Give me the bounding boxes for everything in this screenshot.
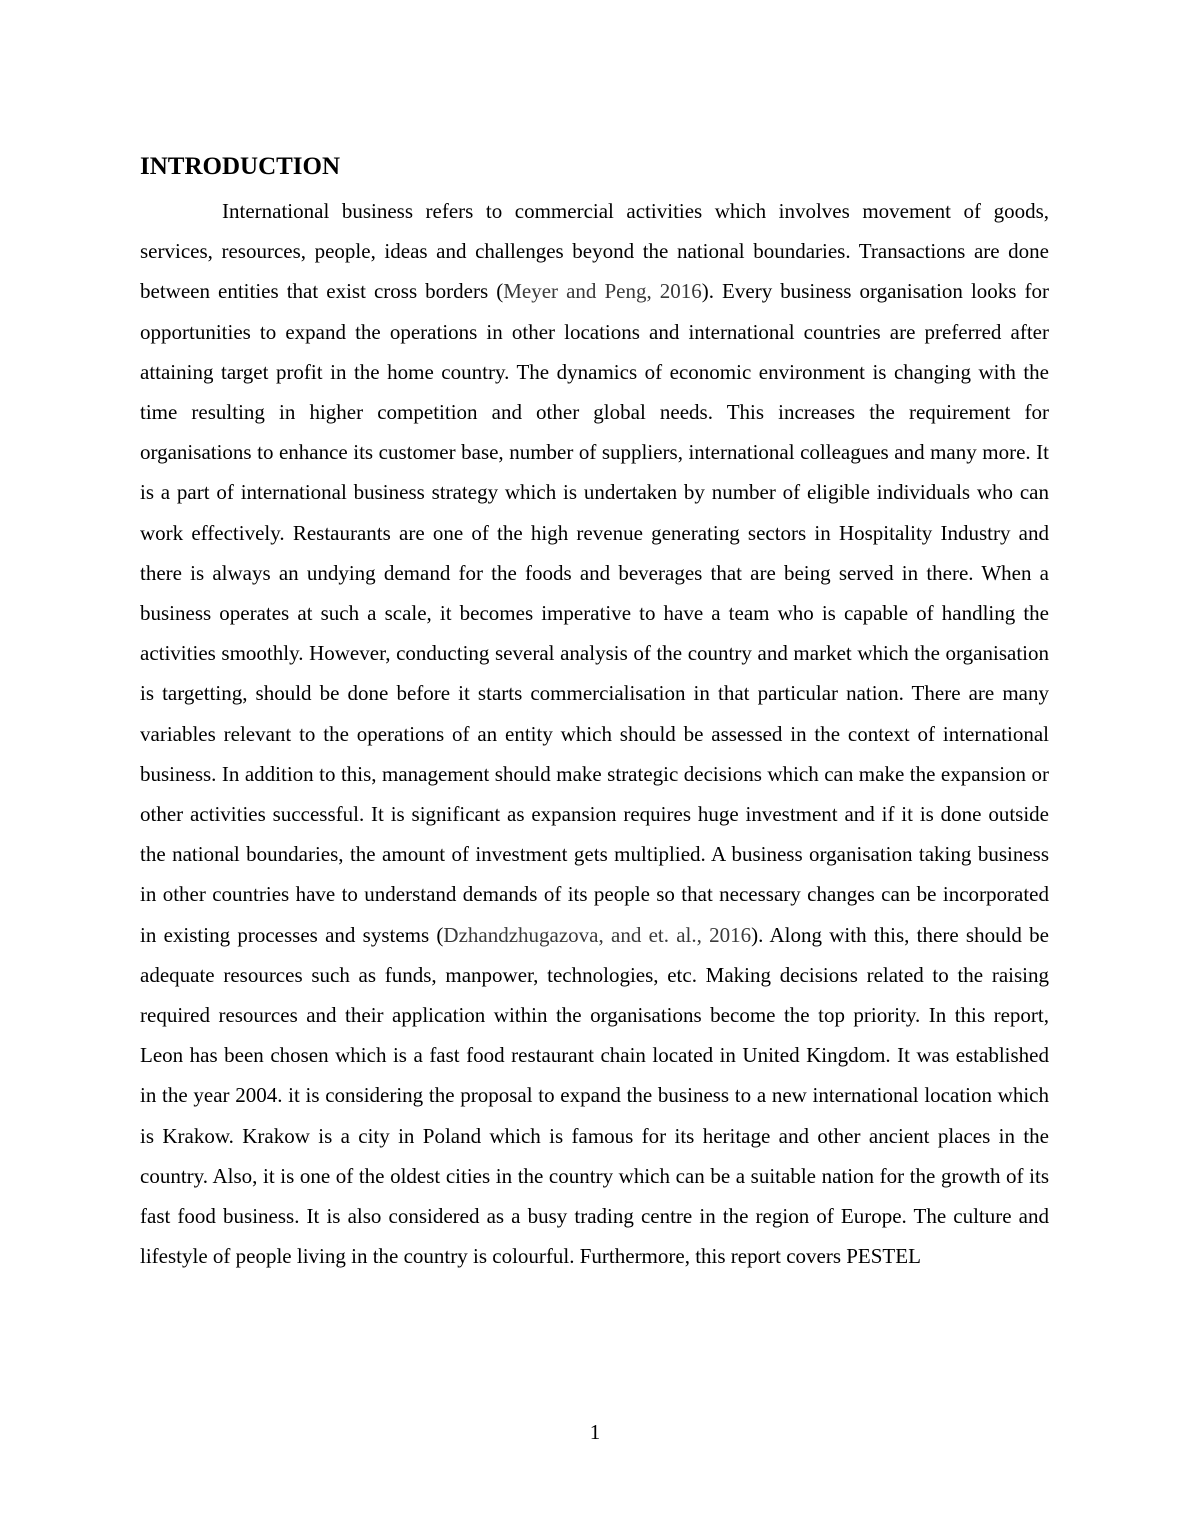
paragraph-text-part-3: ). Along with this, there should be adequate resources such as funds, manpower, technologies, etc. Making decisions related to the raising required resources and their application within the organisations become the top priority. In this report, Leon has been chosen which is a fast food restaurant chain located in United Kingdom. It was established in the year 2004. it is considering the proposal to expand the business to a new international location which is Krakow. Krakow is a city in Poland which is famous for its heritage and other ancient places in the country. Also, it is one of the oldest cities in the country which can be a suitable nation for the growth of its fast food business. It is also considered as a busy trading centre in the region of Europe. The culture and lifestyle of people living in the country is colourful. Furthermore, this report covers PESTEL <box>140 922 1049 1269</box>
section-heading: INTRODUCTION <box>140 153 341 180</box>
citation-meyer-peng: Meyer and Peng, 2016 <box>503 279 702 304</box>
paragraph-text-part-2: ). Every business organisation looks for opportunities to expand the operations in other locations and international countries are preferred after attaining target profit in the home country. The dynamics of economic environment is changing with the time resulting in higher competition and other global needs. This increases the requirement for organisations to enhance its customer base, number of suppliers, international colleagues and many more. It is a part of international business strategy which is undertaken by number of eligible individuals who can work effectively. Restaurants are one of the high revenue generating sectors in Hospitality Industry and there is always an undying demand for the foods and beverages that are being served in there. When a business operates at such a scale, it becomes imperative to have a team who is capable of handling the activities smoothly. However, conducting several analysis of the country and market which the organisation is targetting, should be done before it starts commercialisation in that particular nation. There are many variables relevant to the operations of an entity which should be assessed in the context of international business. In addition to this, management should make strategic decisions which can make the expansion or other activities successful. It is significant as expansion requires huge investment and if it is done outside the national boundaries, the amount of investment gets multiplied. A business organisation taking business in other countries have to understand demands of its people so that necessary changes can be incorporated in existing processes and systems ( <box>140 279 1050 947</box>
citation-dzhandzhugazova: Dzhandzhugazova, and et. al., 2016 <box>443 922 752 947</box>
paragraph-text-part-1: International business refers to commercial activities which involves movement of goods, services, resources, people, ideas and challenges beyond the national boundaries. Transactions are done between entities that exist cross borders ( <box>140 199 1049 304</box>
page-number: 1 <box>589 1420 601 1444</box>
introduction-paragraph <box>140 191 1049 1276</box>
